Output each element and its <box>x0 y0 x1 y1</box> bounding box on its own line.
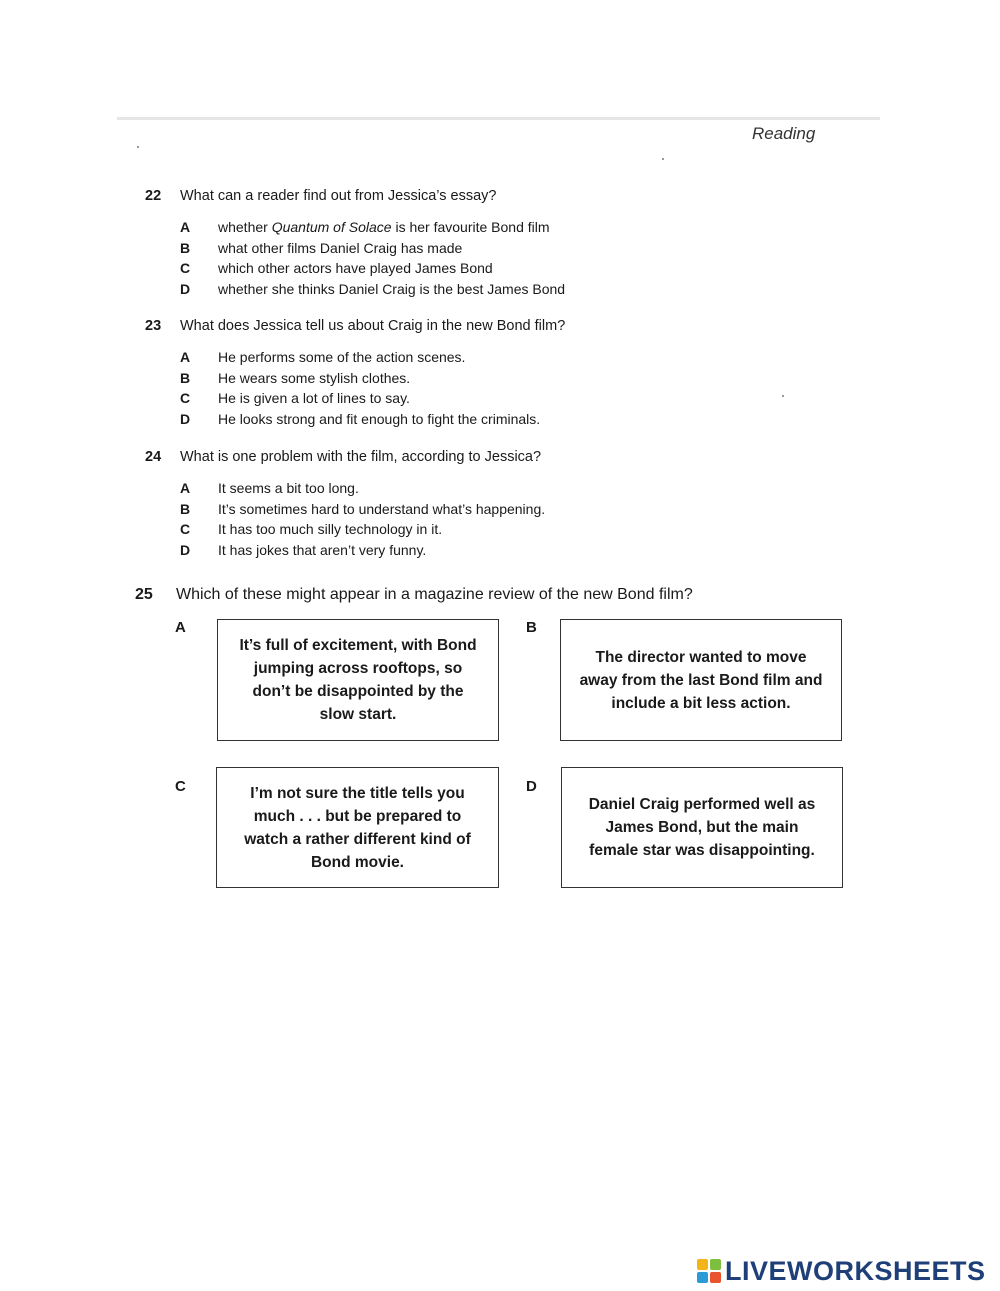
box-letter-a: A <box>175 619 186 636</box>
option-letter: B <box>180 369 191 386</box>
option-letter: D <box>180 410 191 427</box>
option-text: He performs some of the action scenes. <box>218 349 466 365</box>
review-box-c[interactable]: I’m not sure the title tells you much . . . but be prepared to watch a rather different kind of Bond movie. <box>216 767 499 888</box>
option-letter: C <box>180 521 191 537</box>
option-text: It’s sometimes hard to understand what’s happening. <box>218 500 546 517</box>
option-text: It has too much silly technology in it. <box>218 521 443 537</box>
option-a[interactable] <box>180 217 845 238</box>
option-letter: C <box>180 260 191 276</box>
options-list <box>180 347 845 429</box>
question-number: 22 <box>145 188 162 204</box>
review-box-b[interactable]: The director wanted to move away from the last Bond film and include a bit less action. <box>560 619 842 741</box>
scan-speck <box>662 158 664 160</box>
review-box-d[interactable]: Daniel Craig performed well as James Bond, but the main female star was disappointing. <box>561 767 843 888</box>
question-number: 24 <box>145 449 162 465</box>
box-letter-d: D <box>526 778 537 795</box>
top-rule <box>117 117 880 120</box>
logo-tile <box>697 1259 708 1270</box>
option-letter: A <box>180 219 191 235</box>
option-d[interactable] <box>180 540 845 561</box>
section-label: Reading <box>752 124 816 143</box>
option-letter: C <box>180 390 191 406</box>
option-b[interactable] <box>180 238 845 259</box>
option-text: He looks strong and fit enough to fight the criminals. <box>218 410 541 427</box>
question-number: 25 <box>135 586 153 603</box>
option-b[interactable] <box>180 368 845 389</box>
option-text: which other actors have played James Bond <box>218 260 493 276</box>
option-b[interactable] <box>180 499 845 520</box>
options-list <box>180 478 845 560</box>
option-text: It seems a bit too long. <box>218 480 359 496</box>
option-text: whether she thinks Daniel Craig is the best James Bond <box>218 280 566 297</box>
option-letter: B <box>180 239 191 256</box>
scan-speck <box>137 146 139 148</box>
option-text: whether Quantum of Solace is her favourite Bond film <box>218 219 550 235</box>
option-letter: A <box>180 349 191 365</box>
question-text: What does Jessica tell us about Craig in the new Bond film? <box>180 318 566 334</box>
logo-tile <box>710 1259 721 1270</box>
option-text: what other films Daniel Craig has made <box>218 239 463 256</box>
logo-tile <box>697 1272 708 1283</box>
option-c[interactable] <box>180 388 845 409</box>
option-text: He wears some stylish clothes. <box>218 369 411 386</box>
question-22 <box>145 186 845 299</box>
option-c[interactable] <box>180 519 845 540</box>
option-letter: D <box>180 280 191 297</box>
logo-mark-icon <box>697 1259 721 1283</box>
option-d[interactable] <box>180 409 845 430</box>
options-list <box>180 217 845 299</box>
box-letter-b: B <box>526 619 537 636</box>
question-text: What can a reader find out from Jessica’s essay? <box>180 188 497 204</box>
logo-tile <box>710 1272 721 1283</box>
question-25 <box>135 584 855 606</box>
logo-text: LIVEWORKSHEETS <box>725 1255 986 1286</box>
question-24 <box>145 447 845 560</box>
option-letter: B <box>180 500 191 517</box>
question-23 <box>145 316 845 429</box>
option-letter: D <box>180 541 191 558</box>
option-text: It has jokes that aren’t very funny. <box>218 541 427 558</box>
liveworksheets-logo <box>697 1256 986 1286</box>
film-title: Quantum of Solace <box>271 219 392 235</box>
option-d[interactable] <box>180 279 845 300</box>
option-c[interactable] <box>180 258 845 279</box>
review-box-a[interactable]: It’s full of excitement, with Bond jumping across rooftops, so don’t be disappointed by the slow start. <box>217 619 499 741</box>
question-text: Which of these might appear in a magazine review of the new Bond film? <box>176 586 693 603</box>
question-text: What is one problem with the film, according to Jessica? <box>180 449 542 465</box>
box-letter-c: C <box>175 778 186 795</box>
option-a[interactable] <box>180 478 845 499</box>
option-a[interactable] <box>180 347 845 368</box>
option-text: He is given a lot of lines to say. <box>218 390 410 406</box>
option-letter: A <box>180 480 191 496</box>
question-number: 23 <box>145 318 162 334</box>
